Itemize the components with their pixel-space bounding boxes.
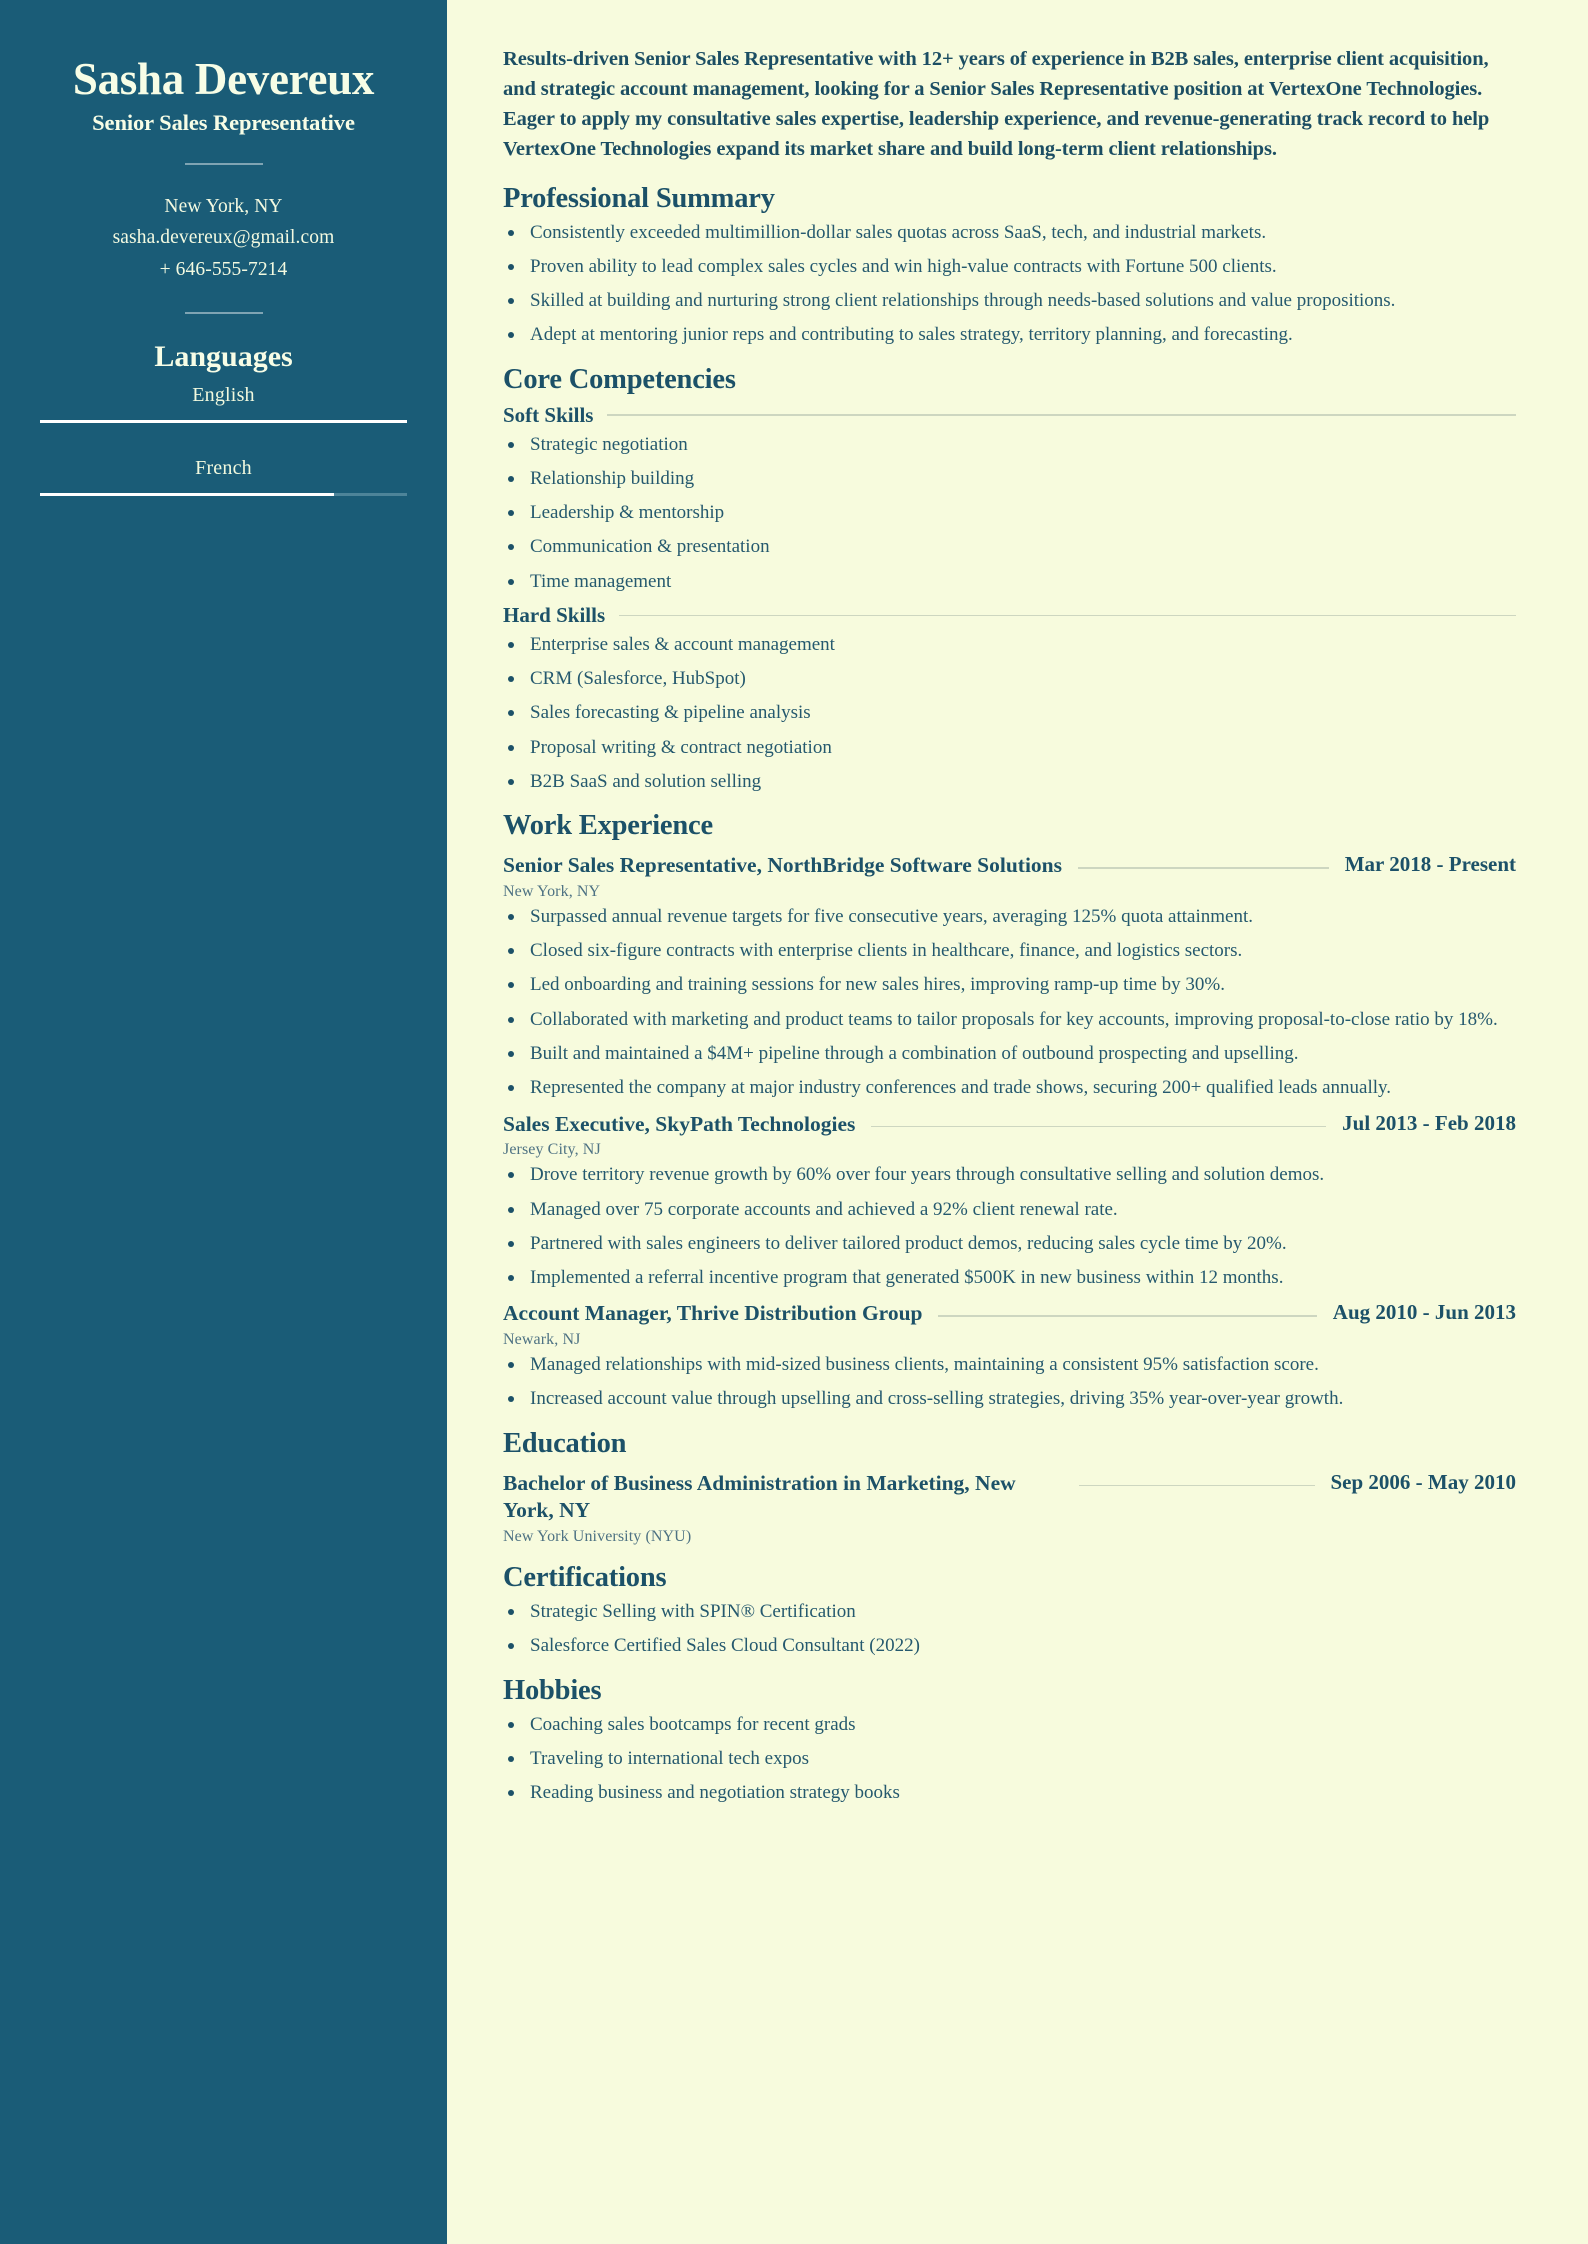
languages-heading: Languages xyxy=(154,340,293,374)
education-entry xyxy=(503,1470,1516,1546)
list-item: Increased account value through upselling and cross-selling strategies, driving 35% year-over-year growth. xyxy=(503,1386,1516,1411)
experience-bullets xyxy=(503,1352,1516,1412)
experience-entry xyxy=(503,1300,1516,1411)
section-professional-summary xyxy=(503,183,1516,348)
language-label: French xyxy=(195,457,252,480)
list-item: Implemented a referral incentive program that generated $500K in new business within 12 months. xyxy=(503,1265,1516,1290)
certifications-list xyxy=(503,1599,1516,1659)
language-item-french xyxy=(40,457,407,496)
experience-date-range: Mar 2018 - Present xyxy=(1344,852,1516,877)
experience-location: Newark, NJ xyxy=(503,1331,581,1349)
candidate-name: Sasha Devereux xyxy=(72,54,375,104)
experience-role: Senior Sales Representative, NorthBridge Software Solutions xyxy=(503,853,1062,878)
list-item: Surpassed annual revenue targets for five consecutive years, averaging 125% quota attainment. xyxy=(503,904,1516,929)
contact-email[interactable]: sasha.devereux@gmail.com xyxy=(112,227,335,249)
language-proficiency-bar xyxy=(40,493,407,496)
section-certifications xyxy=(503,1562,1516,1659)
divider-line xyxy=(619,615,1516,617)
education-date-range: Sep 2006 - May 2010 xyxy=(1330,1469,1516,1494)
section-work-experience xyxy=(503,810,1516,1411)
education-school: New York University (NYU) xyxy=(503,1528,692,1546)
list-item: Partnered with sales engineers to deliver tailored product demos, reducing sales cycle time by 20%. xyxy=(503,1231,1516,1256)
section-title-education: Education xyxy=(503,1427,627,1459)
list-item: Proven ability to lead complex sales cycles and win high-value contracts with Fortune 500 clients. xyxy=(503,254,1516,279)
list-item: Collaborated with marketing and product teams to tailor proposals for key accounts, improving proposal-to-close ratio by 18%. xyxy=(503,1007,1516,1032)
work-experience-entries xyxy=(503,852,1516,1411)
list-item: Built and maintained a $4M+ pipeline through a combination of outbound prospecting and upselling. xyxy=(503,1041,1516,1066)
sidebar-divider-bottom xyxy=(185,312,263,314)
competency-group-header xyxy=(503,603,1516,628)
divider-line xyxy=(938,1315,1316,1317)
list-item: B2B SaaS and solution selling xyxy=(503,769,1516,794)
section-title-hobbies: Hobbies xyxy=(503,1674,602,1706)
list-item: Consistently exceeded multimillion-dollar sales quotas across SaaS, tech, and industrial markets. xyxy=(503,220,1516,245)
section-hobbies xyxy=(503,1675,1516,1806)
experience-location: Jersey City, NJ xyxy=(503,1141,601,1159)
list-item: Enterprise sales & account management xyxy=(503,632,1516,657)
education-degree: Bachelor of Business Administration in Marketing, New York, NY xyxy=(503,1470,1016,1523)
experience-entry-header xyxy=(503,852,1516,880)
language-item-english xyxy=(40,384,407,423)
experience-location: New York, NY xyxy=(503,882,601,900)
professional-summary-list xyxy=(503,220,1516,348)
list-item: Closed six-figure contracts with enterprise clients in healthcare, finance, and logistics sectors. xyxy=(503,938,1516,963)
experience-entry-header xyxy=(503,1111,1516,1139)
experience-bullets xyxy=(503,904,1516,1101)
sidebar xyxy=(0,0,447,2244)
section-core-competencies xyxy=(503,364,1516,795)
section-title-core-competencies: Core Competencies xyxy=(503,363,736,395)
core-competencies-groups xyxy=(503,403,1516,795)
list-item: Relationship building xyxy=(503,466,1516,491)
experience-date-range: Aug 2010 - Jun 2013 xyxy=(1332,1300,1516,1325)
experience-date-range: Jul 2013 - Feb 2018 xyxy=(1342,1110,1516,1135)
section-education xyxy=(503,1428,1516,1546)
list-item: Adept at mentoring junior reps and contributing to sales strategy, territory planning, and forecasting. xyxy=(503,322,1516,347)
section-title-certifications: Certifications xyxy=(503,1562,667,1594)
language-proficiency-fill xyxy=(40,493,334,496)
divider-line xyxy=(1079,1485,1315,1487)
competency-group-label: Hard Skills xyxy=(503,602,606,627)
list-item: Skilled at building and nurturing strong client relationships through needs-based solutions and value propositions. xyxy=(503,288,1516,313)
list-item: Drove territory revenue growth by 60% over four years through consultative selling and solution demos. xyxy=(503,1162,1516,1187)
section-title-professional-summary: Professional Summary xyxy=(503,182,775,214)
list-item: CRM (Salesforce, HubSpot) xyxy=(503,666,1516,691)
list-item: Leadership & mentorship xyxy=(503,500,1516,525)
divider-line xyxy=(1078,867,1329,869)
divider-line xyxy=(871,1126,1326,1128)
list-item: Strategic Selling with SPIN® Certification xyxy=(503,1599,1516,1624)
competency-group-header xyxy=(503,403,1516,428)
list-item: Strategic negotiation xyxy=(503,432,1516,457)
divider-line xyxy=(607,414,1516,416)
list-item: Time management xyxy=(503,569,1516,594)
sidebar-divider-top xyxy=(185,163,263,165)
list-item: Coaching sales bootcamps for recent grads xyxy=(503,1712,1516,1737)
experience-bullets xyxy=(503,1162,1516,1290)
list-item: Reading business and negotiation strategy books xyxy=(503,1780,1516,1805)
list-item: Led onboarding and training sessions for new sales hires, improving ramp-up time by 30%. xyxy=(503,972,1516,997)
list-item: Proposal writing & contract negotiation xyxy=(503,735,1516,760)
language-label: English xyxy=(192,384,255,407)
list-item: Managed relationships with mid-sized business clients, maintaining a consistent 95% satisfaction score. xyxy=(503,1352,1516,1377)
list-item: Traveling to international tech expos xyxy=(503,1746,1516,1771)
list-item: Sales forecasting & pipeline analysis xyxy=(503,700,1516,725)
contact-phone[interactable]: + 646-555-7214 xyxy=(159,258,288,280)
experience-role: Account Manager, Thrive Distribution Group xyxy=(503,1301,923,1326)
experience-entry-header xyxy=(503,1300,1516,1328)
competency-list xyxy=(503,432,1516,594)
list-item: Managed over 75 corporate accounts and achieved a 92% client renewal rate. xyxy=(503,1197,1516,1222)
contact-location: New York, NY xyxy=(164,195,283,217)
competency-group-label: Soft Skills xyxy=(503,402,594,427)
experience-entry xyxy=(503,852,1516,1100)
candidate-job-title: Senior Sales Representative xyxy=(92,109,355,135)
competency-list xyxy=(503,632,1516,794)
main-content xyxy=(447,0,1588,2244)
language-proficiency-fill xyxy=(40,420,407,423)
list-item: Salesforce Certified Sales Cloud Consultant (2022) xyxy=(503,1633,1516,1658)
experience-entry xyxy=(503,1111,1516,1291)
experience-role: Sales Executive, SkyPath Technologies xyxy=(503,1111,856,1136)
list-item: Represented the company at major industry conferences and trade shows, securing 200+ qualified leads annually. xyxy=(503,1075,1516,1100)
list-item: Communication & presentation xyxy=(503,534,1516,559)
contact-block xyxy=(40,191,407,286)
education-entries xyxy=(503,1470,1516,1546)
profile-summary-text: Results-driven Senior Sales Representative with 12+ years of experience in B2B sales, enterprise client acquisition, and strategic account management, looking for a Senior Sales Representative position at VertexOne Technologies. Eager to apply my consultative sales expertise, leadership experience, and revenue-generating track record to help VertexOne Technologies expand its market share and build long-term client relationships. xyxy=(503,48,1490,161)
section-title-work-experience: Work Experience xyxy=(503,810,713,842)
hobbies-list xyxy=(503,1712,1516,1806)
language-proficiency-bar xyxy=(40,420,407,423)
education-entry-header xyxy=(503,1470,1516,1525)
